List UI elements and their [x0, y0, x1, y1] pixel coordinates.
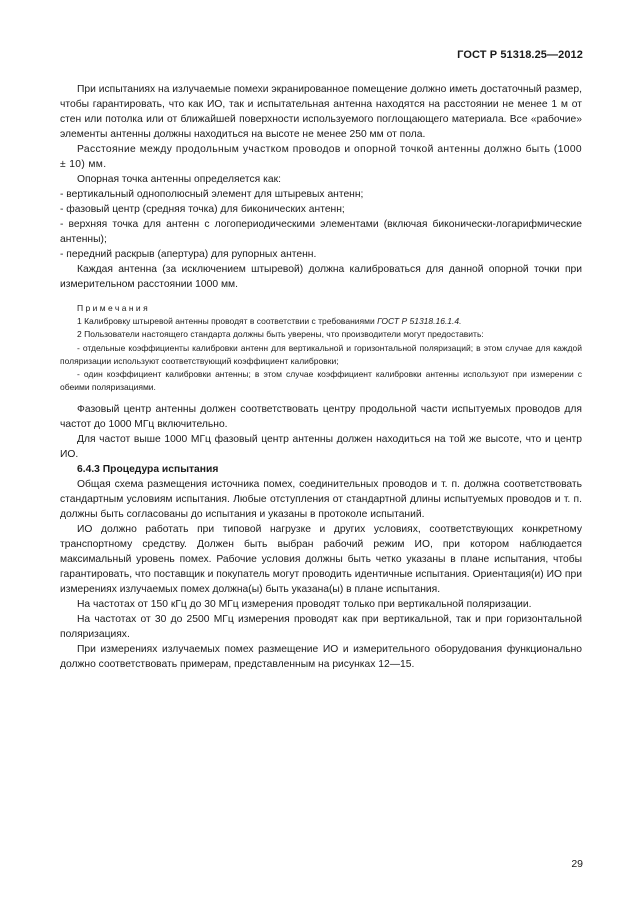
- note-2: 2 Пользователи настоящего стандарта должны быть уверены, что производители могут предоставить:: [77, 329, 484, 340]
- paragraph-reference-point-intro: Опорная точка антенны определяется как:: [77, 174, 281, 185]
- paragraph-antenna-calibration: Каждая антенна (за исключением штыревой) должна калиброваться для данной опорной точки при измерительном расстоянии 1000 мм.: [60, 264, 582, 290]
- section-heading: 6.4.3 Процедура испытания: [77, 464, 219, 476]
- list-item: - фазовый центр (средняя точка) для биконических антенн;: [60, 204, 345, 215]
- notes-block: [60, 302, 582, 394]
- paragraph-high-frequency: Для частот выше 1000 МГц фазовый центр антенны должен находиться на той же высоте, что и центр ИО.: [60, 434, 582, 461]
- paragraph-test-layout: Общая схема размещения источника помех, соединительных проводов и т. п. должна соответствовать стандартным условиям испытания. Любые отступления от стандартной длины испытуемых проводов и т. п. должны быть согласованы до испытания и указаны в протоколе испытаний.: [60, 479, 582, 521]
- paragraph-vertical-polarization: На частотах от 150 кГц до 30 МГц измерения проводят только при вертикальной поляризации.: [77, 599, 532, 611]
- paragraph-figures-reference: При измерениях излучаемых помех размещение ИО и измерительного оборудования функционально должно соответствовать примерам, представленным на рисунках 12—15.: [60, 644, 582, 671]
- paragraph-shielded-room: При испытаниях на излучаемые помехи экранированное помещение должно иметь достаточный размер, чтобы гарантировать, что как ИО, так и испытательная антенна находятся на расстоянии не менее 1 м от стен или потолка или от ближайшей поверхности используемого поглощающего материала. Все «рабочие» элементы антенны должны находиться на высоте не менее 250 мм от пола.: [60, 84, 582, 140]
- list-item: - вертикальный однополюсный элемент для штыревых антенн;: [60, 189, 364, 200]
- list-item: - верхняя точка для антенн с логопериодическими элементами (включая биконически-логарифмические антенны);: [60, 219, 582, 245]
- standard-header: ГОСТ Р 51318.25—2012: [457, 49, 583, 61]
- paragraph-both-polarizations: На частотах от 30 до 2500 МГц измерения проводят как при вертикальной, так и при горизонтальной поляризациях.: [60, 614, 582, 641]
- page-number: 29: [571, 858, 583, 870]
- list-item: - передний раскрыв (апертура) для рупорных антенн.: [60, 249, 317, 260]
- note-1: [60, 315, 582, 328]
- document-body: [60, 82, 582, 672]
- note-1-text: 1 Калибровку штыревой антенны проводят в соответствии с требованиями: [77, 316, 378, 327]
- paragraph-distance: Расстояние между продольным участком проводов и опорной точкой антенны должно быть (1000 ± 10) мм.: [60, 144, 582, 170]
- notes-title: Примечания: [77, 303, 151, 313]
- paragraph-operating-conditions: ИО должно работать при типовой нагрузке и других условиях, соответствующих конкретному транспортному средству. Должен быть выбран рабочий режим ИО, при котором наблюдается максимальный уровень помех. Рабочие условия должны быть четко указаны в плане испытания, чтобы гарантировать, что поставщик и покупатель могут проводить идентичные испытания. Ориентация(и) ИО при измерениях излучаемых помех должна(ы) быть указана(ы) в плане испытания.: [60, 524, 582, 596]
- note-1-reference: ГОСТ Р 51318.16.1.4.: [377, 316, 462, 327]
- note-item: - отдельные коэффициенты калибровки антенн для вертикальной и горизонтальной поляризаций; в этом случае для каждой поляризации используют соответствующий коэффициент калибровки;: [60, 342, 582, 366]
- paragraph-phase-center: Фазовый центр антенны должен соответствовать центру продольной части испытуемых проводов для частот до 1000 МГц включительно.: [60, 404, 582, 431]
- note-item: - один коэффициент калибровки антенны; в этом случае коэффициент калибровки антенны используют при измерении с обеими поляризациями.: [60, 369, 582, 393]
